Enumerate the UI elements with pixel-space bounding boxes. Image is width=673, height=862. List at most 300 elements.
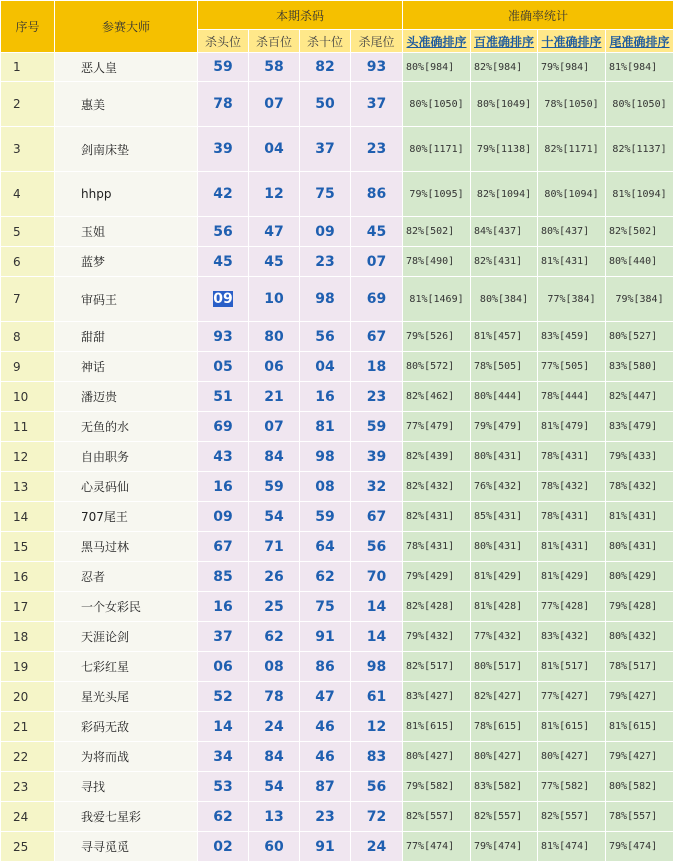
accuracy-value: 82%[984] — [471, 53, 538, 82]
kill-number — [351, 412, 403, 442]
accuracy-value: 83%[459] — [538, 322, 606, 352]
kill-number-text: 87 — [315, 779, 334, 795]
table-row — [1, 172, 673, 217]
accuracy-value: 78%[431] — [538, 502, 606, 532]
kill-number — [351, 277, 403, 322]
kill-number — [198, 592, 249, 622]
kill-number-text: 98 — [315, 449, 334, 465]
accuracy-value: 85%[431] — [471, 502, 538, 532]
kill-number — [198, 772, 249, 802]
table-row — [1, 82, 673, 127]
accuracy-value: 80%[432] — [606, 622, 673, 652]
kill-number — [198, 82, 249, 127]
kill-number-text: 08 — [315, 479, 334, 495]
kill-number — [300, 622, 351, 652]
kill-number — [249, 712, 300, 742]
table-row — [1, 772, 673, 802]
kill-number-text: 02 — [213, 839, 232, 855]
master-name: 蓝梦 — [55, 247, 198, 277]
accuracy-value: 82%[431] — [471, 247, 538, 277]
master-name: 黑马过林 — [55, 532, 198, 562]
accuracy-value: 80%[582] — [606, 772, 673, 802]
accuracy-value: 82%[1094] — [471, 172, 538, 217]
kill-number — [351, 352, 403, 382]
accuracy-value: 81%[474] — [538, 832, 606, 862]
table-row — [1, 592, 673, 622]
kill-number-text: 72 — [367, 809, 386, 825]
kill-number — [300, 277, 351, 322]
kill-number-text: 50 — [315, 96, 334, 112]
accuracy-value: 80%[427] — [403, 742, 471, 772]
accuracy-value: 80%[1094] — [538, 172, 606, 217]
kill-number-text: 75 — [315, 599, 334, 615]
kill-number-text: 34 — [213, 749, 232, 765]
table-row — [1, 532, 673, 562]
row-index: 6 — [1, 247, 55, 277]
accuracy-value: 83%[580] — [606, 352, 673, 382]
kill-number — [351, 592, 403, 622]
kill-number-text: 25 — [264, 599, 283, 615]
kill-number — [351, 832, 403, 862]
accuracy-value: 77%[384] — [538, 277, 606, 322]
accuracy-value: 80%[431] — [471, 532, 538, 562]
accuracy-value: 79%[433] — [606, 442, 673, 472]
accuracy-value: 80%[429] — [606, 562, 673, 592]
kill-number — [300, 247, 351, 277]
accuracy-value: 78%[432] — [606, 472, 673, 502]
kill-number-text: 43 — [213, 449, 232, 465]
accuracy-value: 77%[428] — [538, 592, 606, 622]
row-index: 23 — [1, 772, 55, 802]
accuracy-value: 79%[427] — [606, 682, 673, 712]
kill-number-text: 08 — [264, 659, 283, 675]
kill-number-text: 14 — [213, 719, 232, 735]
accuracy-value: 82%[517] — [403, 652, 471, 682]
row-index: 20 — [1, 682, 55, 712]
master-name: 天涯论剑 — [55, 622, 198, 652]
accuracy-value: 77%[474] — [403, 832, 471, 862]
kill-number — [198, 472, 249, 502]
kill-number — [198, 127, 249, 172]
accuracy-value: 77%[479] — [403, 412, 471, 442]
accuracy-value: 76%[432] — [471, 472, 538, 502]
kill-number-text: 26 — [264, 569, 283, 585]
accuracy-value: 78%[431] — [538, 442, 606, 472]
accuracy-value: 80%[444] — [471, 382, 538, 412]
kill-number — [351, 802, 403, 832]
kill-number-text: 04 — [315, 359, 334, 375]
kill-number — [249, 472, 300, 502]
kill-number — [351, 382, 403, 412]
master-name: 神话 — [55, 352, 198, 382]
kill-number-text: 37 — [367, 96, 386, 112]
kill-number-text: 07 — [264, 96, 283, 112]
kill-number-text: 86 — [367, 186, 386, 202]
accuracy-value: 78%[505] — [471, 352, 538, 382]
master-name: 恶人皇 — [55, 53, 198, 82]
kill-number-text: 37 — [213, 629, 232, 645]
table-row — [1, 742, 673, 772]
kill-number-text: 85 — [213, 569, 232, 585]
kill-number — [351, 712, 403, 742]
sort-link[interactable]: 头准确排序 — [407, 35, 467, 49]
kill-number-text: 42 — [213, 186, 232, 202]
kill-number-text: 80 — [264, 329, 283, 345]
accuracy-value: 80%[440] — [606, 247, 673, 277]
accuracy-value: 82%[502] — [606, 217, 673, 247]
kill-number-text: 47 — [264, 224, 283, 240]
kill-number — [300, 772, 351, 802]
kill-number — [351, 217, 403, 247]
accuracy-value: 81%[431] — [538, 247, 606, 277]
kill-number-text: 16 — [213, 599, 232, 615]
accuracy-value: 80%[431] — [606, 532, 673, 562]
accuracy-value: 77%[505] — [538, 352, 606, 382]
kill-number-text: 83 — [367, 749, 386, 765]
kill-number — [351, 772, 403, 802]
accuracy-value: 79%[384] — [606, 277, 673, 322]
kill-number-text: 54 — [264, 509, 283, 525]
kill-number — [351, 682, 403, 712]
table-row — [1, 53, 673, 82]
kill-number — [351, 562, 403, 592]
kill-number-text: 81 — [315, 419, 334, 435]
kill-number — [351, 172, 403, 217]
accuracy-value: 78%[1050] — [538, 82, 606, 127]
kill-number-text: 78 — [213, 96, 232, 112]
kill-number — [249, 622, 300, 652]
table-row — [1, 382, 673, 412]
kill-number — [198, 742, 249, 772]
accuracy-value: 78%[432] — [538, 472, 606, 502]
kill-number — [198, 622, 249, 652]
kill-number — [198, 682, 249, 712]
accuracy-value: 78%[615] — [471, 712, 538, 742]
header-kill-group: 本期杀码 — [198, 1, 403, 30]
header-name: 参赛大师 — [55, 1, 198, 53]
kill-number-text: 91 — [315, 629, 334, 645]
kill-number — [249, 277, 300, 322]
master-name: 玉姐 — [55, 217, 198, 247]
kill-number — [198, 652, 249, 682]
kill-number — [198, 322, 249, 352]
kill-number — [249, 772, 300, 802]
kill-number — [300, 832, 351, 862]
kill-number-text: 69 — [367, 291, 386, 307]
sort-link[interactable]: 十准确排序 — [542, 35, 602, 49]
kill-number-text: 61 — [367, 689, 386, 705]
accuracy-value: 80%[517] — [471, 652, 538, 682]
kill-number-text: 24 — [367, 839, 386, 855]
accuracy-value: 82%[432] — [403, 472, 471, 502]
kill-number-text: 24 — [264, 719, 283, 735]
header-kill-col: 杀百位 — [249, 30, 300, 53]
kill-number-text: 23 — [367, 389, 386, 405]
accuracy-value: 80%[984] — [403, 53, 471, 82]
kill-number — [249, 382, 300, 412]
accuracy-value: 80%[527] — [606, 322, 673, 352]
row-index: 3 — [1, 127, 55, 172]
kill-number-text: 39 — [367, 449, 386, 465]
kill-number-text: 46 — [315, 749, 334, 765]
kill-number-text: 62 — [315, 569, 334, 585]
row-index: 18 — [1, 622, 55, 652]
kill-number-text: 78 — [264, 689, 283, 705]
accuracy-value: 81%[615] — [606, 712, 673, 742]
kill-number — [300, 802, 351, 832]
accuracy-value: 79%[526] — [403, 322, 471, 352]
row-index: 16 — [1, 562, 55, 592]
accuracy-value: 81%[615] — [403, 712, 471, 742]
row-index: 21 — [1, 712, 55, 742]
accuracy-value: 82%[439] — [403, 442, 471, 472]
kill-number — [351, 472, 403, 502]
header-accuracy-col[interactable] — [538, 30, 606, 53]
row-index: 25 — [1, 832, 55, 862]
kill-number — [249, 247, 300, 277]
kill-number — [351, 82, 403, 127]
accuracy-value: 82%[462] — [403, 382, 471, 412]
kill-number-text: 45 — [367, 224, 386, 240]
master-name: 甜甜 — [55, 322, 198, 352]
kill-number-text: 70 — [367, 569, 386, 585]
kill-number — [300, 82, 351, 127]
kill-number-text: 12 — [367, 719, 386, 735]
kill-number-text: 86 — [315, 659, 334, 675]
accuracy-value: 79%[474] — [606, 832, 673, 862]
kill-number — [300, 652, 351, 682]
kill-number-text: 93 — [367, 59, 386, 75]
header-kill-col: 杀尾位 — [351, 30, 403, 53]
kill-number-text: 09 — [315, 224, 334, 240]
row-index: 2 — [1, 82, 55, 127]
kill-number — [249, 53, 300, 82]
table-row — [1, 277, 673, 322]
accuracy-value: 82%[557] — [471, 802, 538, 832]
kill-number-text: 75 — [315, 186, 334, 202]
master-name: 星光头尾 — [55, 682, 198, 712]
row-index: 11 — [1, 412, 55, 442]
kill-number — [198, 712, 249, 742]
kill-number — [351, 53, 403, 82]
header-accuracy-col[interactable] — [606, 30, 673, 53]
kill-number — [198, 442, 249, 472]
kill-number — [300, 217, 351, 247]
accuracy-value: 79%[428] — [606, 592, 673, 622]
row-index: 15 — [1, 532, 55, 562]
master-name: 自由职务 — [55, 442, 198, 472]
kill-number-text: 64 — [315, 539, 334, 555]
accuracy-value: 81%[1094] — [606, 172, 673, 217]
kill-number — [198, 802, 249, 832]
table-row — [1, 127, 673, 172]
row-index: 7 — [1, 277, 55, 322]
master-name: hhpp — [55, 172, 198, 217]
kill-number — [300, 53, 351, 82]
table-row — [1, 652, 673, 682]
sort-link[interactable]: 尾准确排序 — [610, 35, 670, 49]
kill-number-text: 21 — [264, 389, 283, 405]
kill-number — [300, 382, 351, 412]
accuracy-value: 77%[432] — [471, 622, 538, 652]
kill-number — [198, 277, 249, 322]
kill-number-text: 56 — [213, 224, 232, 240]
kill-number-text: 14 — [367, 629, 386, 645]
kill-number-text: 09 — [213, 509, 232, 525]
accuracy-value: 79%[1095] — [403, 172, 471, 217]
kill-number — [300, 742, 351, 772]
kill-number — [249, 592, 300, 622]
accuracy-value: 83%[427] — [403, 682, 471, 712]
kill-number — [300, 412, 351, 442]
kill-number — [351, 322, 403, 352]
kill-number-text: 05 — [213, 359, 232, 375]
row-index: 10 — [1, 382, 55, 412]
header-kill-col: 杀头位 — [198, 30, 249, 53]
kill-number-text: 47 — [315, 689, 334, 705]
accuracy-value: 79%[984] — [538, 53, 606, 82]
kill-number-text: 32 — [367, 479, 386, 495]
row-index: 4 — [1, 172, 55, 217]
accuracy-value: 79%[1138] — [471, 127, 538, 172]
accuracy-value: 79%[582] — [403, 772, 471, 802]
row-index: 24 — [1, 802, 55, 832]
accuracy-value: 81%[429] — [471, 562, 538, 592]
kill-number — [300, 472, 351, 502]
kill-number-text: 62 — [213, 809, 232, 825]
kill-number — [249, 742, 300, 772]
table-row — [1, 832, 673, 862]
kill-number-text: 91 — [315, 839, 334, 855]
kill-number-text: 56 — [315, 329, 334, 345]
kill-number-text: 59 — [213, 59, 232, 75]
kill-number-text: 98 — [315, 291, 334, 307]
kill-number-text: 84 — [264, 749, 283, 765]
accuracy-value: 82%[431] — [403, 502, 471, 532]
accuracy-value: 82%[428] — [403, 592, 471, 622]
kill-number-text: 71 — [264, 539, 283, 555]
master-name: 707尾王 — [55, 502, 198, 532]
master-name: 惠美 — [55, 82, 198, 127]
kill-number — [249, 217, 300, 247]
header-accuracy-col[interactable] — [471, 30, 538, 53]
kill-number-text: 39 — [213, 141, 232, 157]
kill-number-text: 51 — [213, 389, 232, 405]
master-name: 彩码无敌 — [55, 712, 198, 742]
kill-number-text: 59 — [315, 509, 334, 525]
kill-number — [300, 172, 351, 217]
accuracy-value: 81%[615] — [538, 712, 606, 742]
kill-number-text: 18 — [367, 359, 386, 375]
accuracy-value: 80%[572] — [403, 352, 471, 382]
kill-number — [249, 172, 300, 217]
accuracy-value: 83%[479] — [606, 412, 673, 442]
accuracy-value: 80%[384] — [471, 277, 538, 322]
kill-number-text: 84 — [264, 449, 283, 465]
kill-number — [198, 532, 249, 562]
kill-number — [249, 82, 300, 127]
kill-number-text: 37 — [315, 141, 334, 157]
kill-number-text: 53 — [213, 779, 232, 795]
row-index: 19 — [1, 652, 55, 682]
master-name: 剑南床垫 — [55, 127, 198, 172]
row-index: 5 — [1, 217, 55, 247]
kill-number — [300, 127, 351, 172]
accuracy-value: 80%[427] — [471, 742, 538, 772]
accuracy-value: 78%[431] — [403, 532, 471, 562]
kill-number — [351, 532, 403, 562]
kill-number — [198, 217, 249, 247]
accuracy-value: 80%[1050] — [606, 82, 673, 127]
table-row — [1, 217, 673, 247]
sort-link[interactable]: 百准确排序 — [474, 35, 534, 49]
accuracy-value: 81%[1469] — [403, 277, 471, 322]
kill-number — [249, 502, 300, 532]
accuracy-value: 77%[427] — [538, 682, 606, 712]
kill-number-text: 23 — [315, 809, 334, 825]
accuracy-value: 83%[582] — [471, 772, 538, 802]
kill-number-text: 93 — [213, 329, 232, 345]
kill-number-text: 60 — [264, 839, 283, 855]
kill-number — [198, 562, 249, 592]
kill-number-text: 45 — [213, 254, 232, 270]
kill-number-text: 14 — [367, 599, 386, 615]
accuracy-value: 80%[1049] — [471, 82, 538, 127]
accuracy-value: 79%[479] — [471, 412, 538, 442]
kill-number-text: 82 — [315, 59, 334, 75]
kill-number — [300, 592, 351, 622]
table-row — [1, 562, 673, 592]
row-index: 17 — [1, 592, 55, 622]
accuracy-value: 81%[517] — [538, 652, 606, 682]
kill-number-text: 54 — [264, 779, 283, 795]
kill-number — [198, 502, 249, 532]
kill-number — [249, 127, 300, 172]
accuracy-value: 81%[984] — [606, 53, 673, 82]
table-row — [1, 412, 673, 442]
row-index: 22 — [1, 742, 55, 772]
table-row — [1, 247, 673, 277]
kill-number — [300, 532, 351, 562]
accuracy-value: 82%[557] — [538, 802, 606, 832]
accuracy-value: 82%[1171] — [538, 127, 606, 172]
accuracy-value: 81%[431] — [606, 502, 673, 532]
kill-number-text: 59 — [264, 479, 283, 495]
accuracy-value: 80%[437] — [538, 217, 606, 247]
kill-number-text: 45 — [264, 254, 283, 270]
kill-number-text: 06 — [264, 359, 283, 375]
kill-number-text: 98 — [367, 659, 386, 675]
accuracy-value: 83%[432] — [538, 622, 606, 652]
accuracy-value: 80%[427] — [538, 742, 606, 772]
header-accuracy-col[interactable] — [403, 30, 471, 53]
kill-number — [198, 382, 249, 412]
kill-number — [198, 53, 249, 82]
kill-number-text: 23 — [315, 254, 334, 270]
kill-number — [198, 832, 249, 862]
header-accuracy-group: 准确率统计 — [403, 1, 673, 30]
master-name: 心灵码仙 — [55, 472, 198, 502]
kill-number — [249, 652, 300, 682]
master-name: 审码王 — [55, 277, 198, 322]
kill-number-text: 12 — [264, 186, 283, 202]
kill-number-text: 46 — [315, 719, 334, 735]
row-index: 9 — [1, 352, 55, 382]
kill-number-text: 07 — [367, 254, 386, 270]
kill-number-text: 62 — [264, 629, 283, 645]
table-row — [1, 682, 673, 712]
kill-number — [351, 502, 403, 532]
